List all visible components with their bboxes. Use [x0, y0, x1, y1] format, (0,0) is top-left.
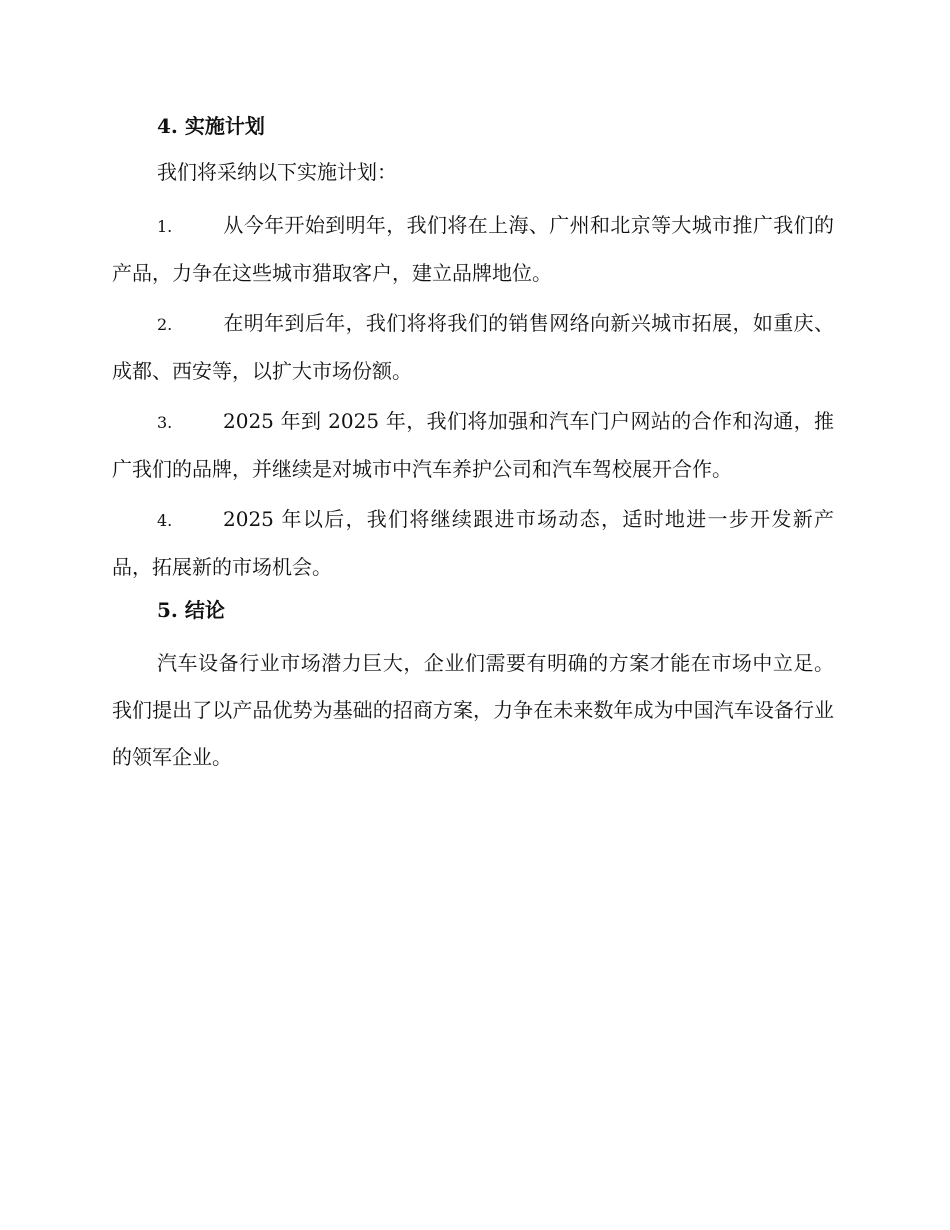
plan-item-4	[112, 496, 834, 591]
plan-item-3-number: 3.	[157, 413, 173, 432]
section-5-body: 汽车设备行业市场潜力巨大，企业们需要有明确的方案才能在市场中立足。我们提出了以产品优势为基础的招商方案，力争在未来数年成为中国汽车设备行业的领军企业。	[112, 651, 834, 769]
plan-item-2-text: 在明年到后年，我们将将我们的销售网络向新兴城市拓展，如重庆、成都、西安等，以扩大市场份额。	[112, 311, 834, 383]
plan-item-3-text: 2025 年到 2025 年，我们将加强和汽车门户网站的合作和沟通，推广我们的品牌，并继续是对城市中汽车养护公司和汽车驾校展开合作。	[112, 409, 834, 481]
plan-item-1	[112, 202, 834, 297]
plan-item-1-number: 1.	[157, 217, 173, 236]
section-4-intro: 我们将采纳以下实施计划：	[157, 160, 397, 184]
section-5-heading: 5. 结论	[157, 598, 225, 622]
plan-item-4-number: 4.	[157, 511, 173, 530]
section-4-heading: 4. 实施计划	[157, 114, 265, 138]
plan-item-2	[112, 300, 834, 395]
plan-item-4-text: 2025 年以后，我们将继续跟进市场动态，适时地进一步开发新产品，拓展新的市场机会。	[112, 507, 834, 579]
document-content	[112, 110, 834, 781]
plan-item-1-text: 从今年开始到明年，我们将在上海、广州和北京等大城市推广我们的产品，力争在这些城市猎取客户，建立品牌地位。	[112, 213, 834, 285]
plan-item-3	[112, 398, 834, 493]
plan-item-2-number: 2.	[157, 315, 173, 334]
